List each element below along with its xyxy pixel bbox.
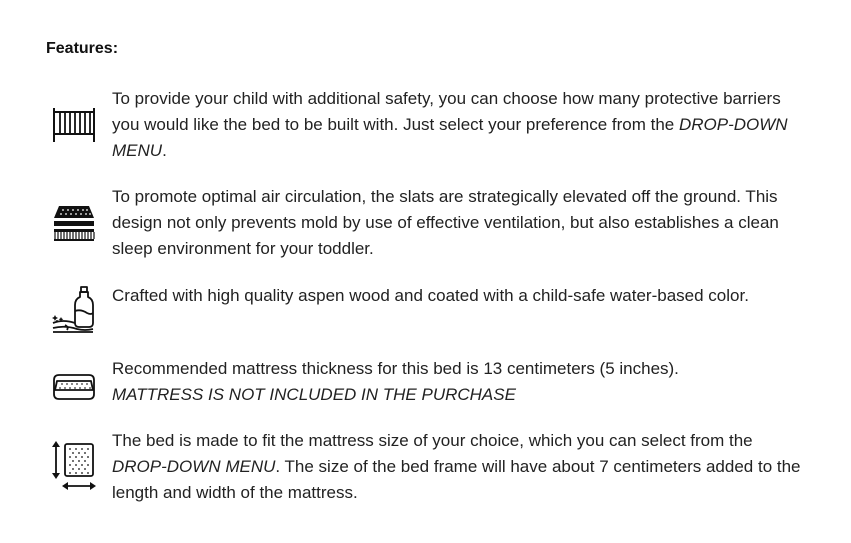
feature-text-mattress-size: The bed is made to fit the mattress size of your choice, which you can select from the [112, 431, 753, 450]
feature-text-air-circulation: To promote optimal air circulation, the slats are strategically elevated off the ground. This design not only prevents mold by use of effective ventilation, but also establishes a clean sleep environment for your toddler. [112, 187, 779, 258]
feature-text-mattress-size-end: . The size of the bed frame will have about 7 centimeters added to the length and width of the mattress. [112, 457, 801, 502]
drop-down-menu-reference: DROP-DOWN MENU [112, 457, 276, 476]
feature-text-materials: Crafted with high quality aspen wood and coated with a child-safe water-based color. [112, 286, 749, 305]
mattress-not-included-notice: MATTRESS IS NOT INCLUDED IN THE PURCHASE [112, 385, 516, 404]
paint-bottle-wood-icon [51, 285, 97, 331]
features-heading: Features: [46, 40, 119, 57]
feature-text-mattress-thickness: Recommended mattress thickness for this bed is 13 centimeters (5 inches). [112, 359, 679, 378]
crib-icon [51, 104, 97, 150]
mattress-size-icon [51, 440, 97, 486]
feature-text-safety-end: . [162, 141, 167, 160]
feature-text-safety: To provide your child with additional safety, you can choose how many protective barriers you would like the bed to be built with. Just select your preference from the [112, 89, 781, 134]
mattress-icon [51, 372, 97, 418]
elevated-slats-icon [51, 204, 97, 250]
drop-down-menu-reference: DROP-DOWN MENU [112, 115, 788, 160]
